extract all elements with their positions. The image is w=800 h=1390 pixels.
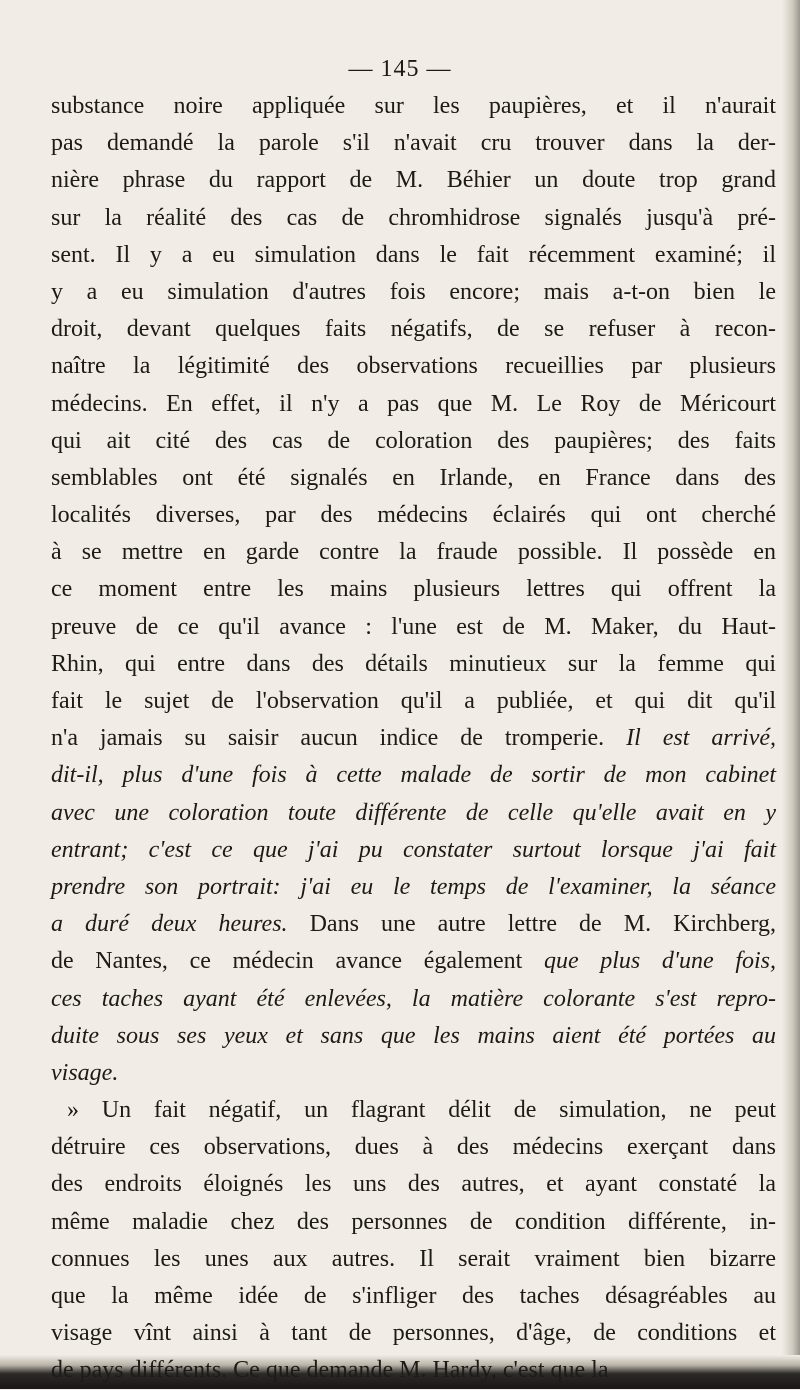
text-segment: même maladie chez des personnes de condition différente, in-	[51, 1208, 776, 1235]
text-line	[51, 1204, 776, 1241]
text-segment: nière phrase du rapport de M. Béhier un doute trop grand	[51, 167, 776, 194]
text-line	[51, 906, 776, 943]
text-segment: substance noire appliquée sur les paupières, et il n'aurait	[51, 93, 776, 119]
text-segment: Dans une autre lettre de M. Kirchberg,	[287, 911, 776, 938]
text-segment: détruire ces observations, dues à des médecins exerçant dans	[51, 1134, 776, 1161]
text-segment: » Un fait négatif, un flagrant délit de simulation, ne peut	[67, 1097, 776, 1124]
italic-text-segment: visage.	[51, 1059, 119, 1086]
page-edge-shadow	[782, 0, 800, 1389]
text-segment: à se mettre en garde contre la fraude possible. Il possède en	[51, 539, 776, 566]
text-segment: n'a jamais su saisir aucun indice de tromperie.	[51, 725, 627, 752]
text-line	[51, 200, 776, 237]
text-segment: médecins. En effet, il n'y a pas que M. Le Roy de Méricourt	[51, 390, 776, 417]
page-number: — 145 —	[348, 56, 452, 82]
text-line	[51, 460, 776, 497]
text-segment: connues les unes aux autres. Il serait vraiment bien bizarre	[51, 1245, 776, 1272]
italic-text-segment: avec une coloration toute différente de celle qu'elle avait en y	[51, 799, 776, 826]
text-line	[51, 1241, 776, 1278]
italic-text-segment: ces taches ayant été enlevées, la matière colorante s'est repro-	[51, 985, 776, 1012]
text-segment: ce moment entre les mains plusieurs lettres qui offrent la	[51, 576, 776, 603]
text-line	[51, 720, 776, 757]
text-segment: sur la réalité des cas de chromhidrose signalés jusqu'à pré-	[51, 204, 776, 231]
text-line	[51, 125, 776, 162]
text-segment: sent. Il y a eu simulation dans le fait récemment examiné; il	[51, 241, 776, 268]
text-line	[51, 348, 776, 385]
text-line	[51, 646, 776, 683]
text-line	[51, 1055, 776, 1092]
text-segment: preuve de ce qu'il avance : l'une est de M. Maker, du Haut-	[51, 613, 776, 640]
text-line	[51, 981, 776, 1018]
text-line	[51, 274, 776, 311]
text-line	[51, 88, 776, 125]
body-text	[51, 88, 776, 1390]
text-line	[51, 1278, 776, 1315]
text-segment: droit, devant quelques faits négatifs, de se refuser à recon-	[51, 316, 776, 343]
text-line	[51, 1315, 776, 1352]
text-segment: des endroits éloignés les uns des autres, et ayant constaté la	[51, 1171, 776, 1198]
text-segment: fait le sujet de l'observation qu'il a publiée, et qui dit qu'il	[51, 688, 776, 714]
text-line	[51, 943, 776, 980]
text-line	[51, 237, 776, 274]
text-line	[51, 386, 776, 423]
text-line	[51, 1092, 776, 1129]
text-line	[51, 832, 776, 869]
text-line	[51, 534, 776, 571]
italic-text-segment: entrant; c'est ce que j'ai pu constater surtout lorsque j'ai fait	[51, 836, 776, 863]
text-line	[51, 162, 776, 199]
text-segment: de pays différents. Ce que demande M. Hardy, c'est que la	[51, 1357, 609, 1384]
text-segment: naître la légitimité des observations recueillies par plusieurs	[51, 353, 776, 380]
text-segment: que la même idée de s'infliger des taches désagréables au	[51, 1283, 776, 1309]
text-line	[51, 423, 776, 460]
text-line	[51, 571, 776, 608]
text-line	[51, 795, 776, 832]
text-line	[51, 497, 776, 534]
text-segment: pas demandé la parole s'il n'avait cru trouver dans la der-	[51, 130, 776, 157]
italic-text-segment: Il est arrivé,	[626, 725, 776, 752]
text-line	[51, 1018, 776, 1055]
italic-text-segment: que plus d'une fois,	[543, 948, 776, 975]
italic-text-segment: dit-il, plus d'une fois à cette malade de sortir de mon cabinet	[51, 762, 776, 789]
text-line	[51, 1129, 776, 1166]
text-segment: Rhin, qui entre dans des détails minutieux sur la femme qui	[51, 650, 776, 677]
text-line	[51, 1166, 776, 1203]
text-segment: qui ait cité des cas de coloration des paupières; des faits	[51, 427, 776, 454]
text-segment: visage vînt ainsi à tant de personnes, d'âge, de conditions et	[51, 1320, 776, 1347]
italic-text-segment: prendre son portrait: j'ai eu le temps de l'examiner, la séance	[51, 873, 776, 900]
text-line	[51, 757, 776, 794]
text-line	[51, 311, 776, 348]
text-segment: y a eu simulation d'autres fois encore; mais a-t-on bien le	[51, 278, 776, 305]
text-line	[51, 869, 776, 906]
italic-text-segment: duite sous ses yeux et sans que les mains aient été portées au	[51, 1022, 776, 1049]
text-segment: localités diverses, par des médecins éclairés qui ont cherché	[51, 502, 776, 529]
text-line	[51, 683, 776, 720]
text-segment: semblables ont été signalés en Irlande, en France dans des	[51, 464, 776, 491]
text-line	[51, 609, 776, 646]
italic-text-segment: a duré deux heures.	[51, 911, 288, 938]
text-segment: de Nantes, ce médecin avance également	[51, 948, 544, 975]
text-line	[51, 1352, 776, 1389]
